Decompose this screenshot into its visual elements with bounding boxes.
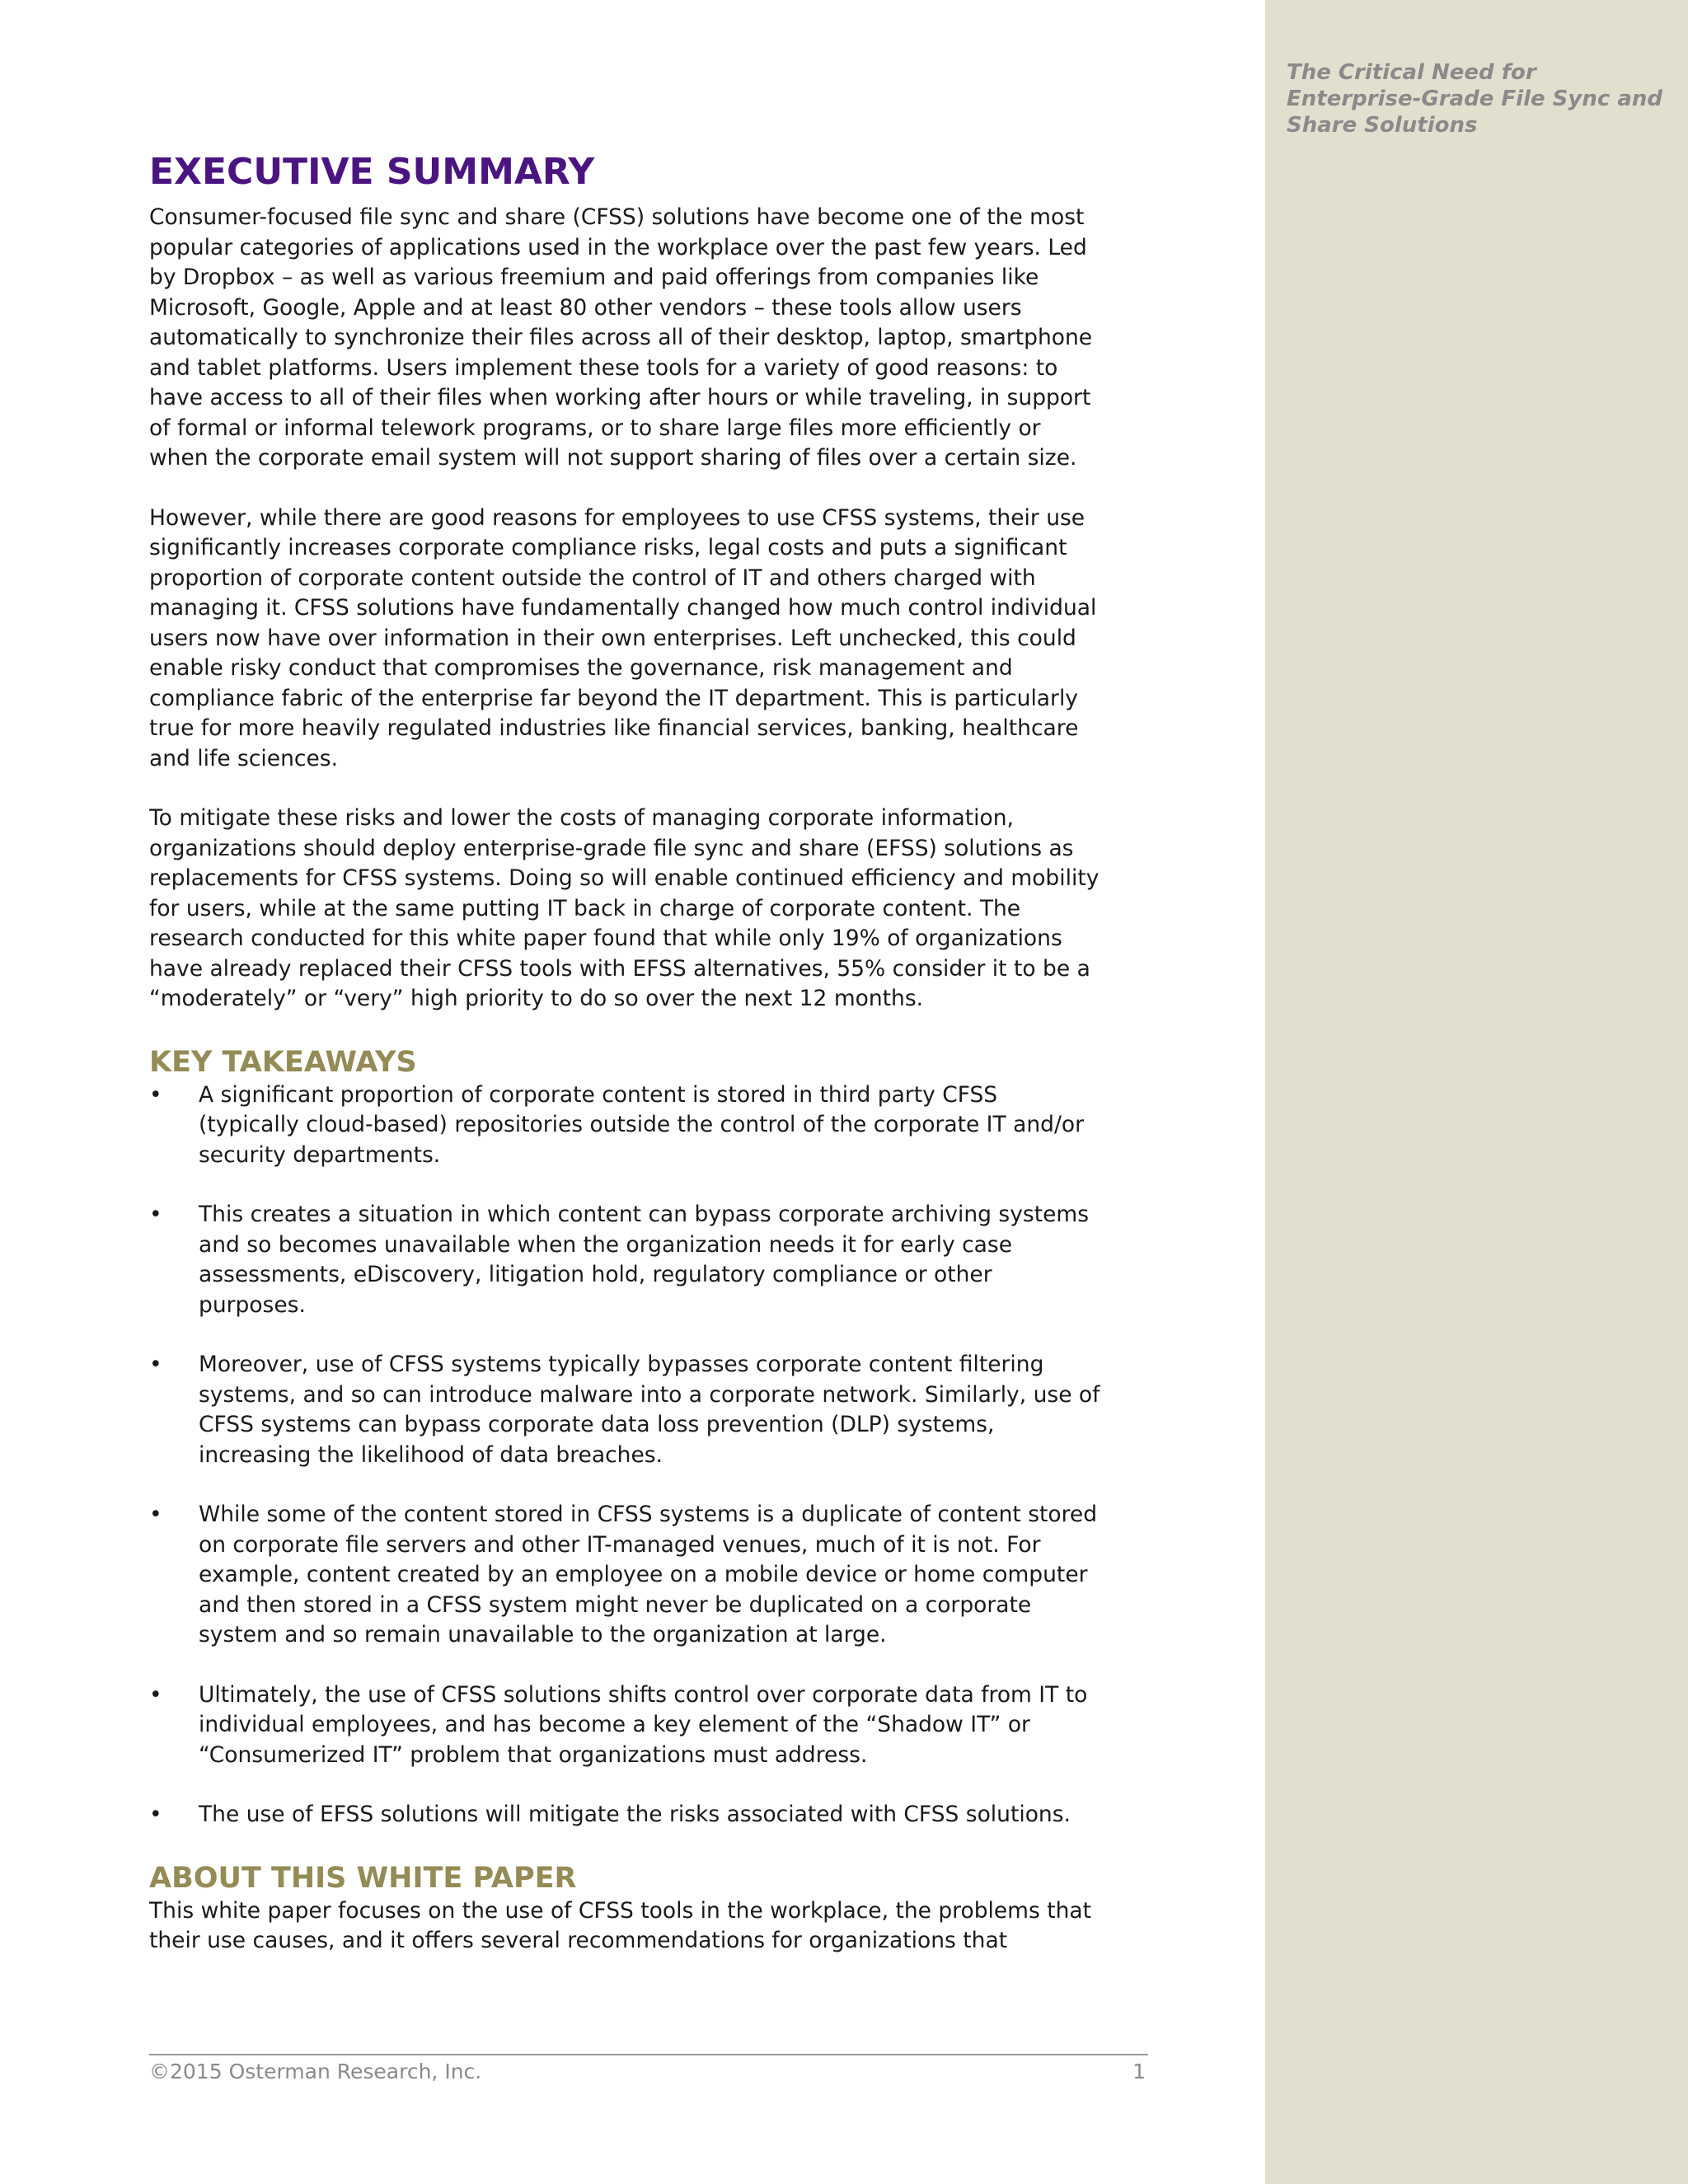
list-item [149,1080,1102,1171]
main-content [149,148,1102,1986]
list-item [149,1680,1102,1771]
bullet-marker: • [149,1202,162,1227]
list-item-text: Moreover, use of CFSS systems typically bypasses corporate content filtering systems, and so can introduce malware into a corporate network. Similarly, use of CFSS systems can bypass corporate data loss prevention (DLP) systems, increasing the likelihood of data breaches. [199,1352,1100,1468]
executive-summary-heading: EXECUTIVE SUMMARY [149,151,595,193]
sidebar-panel [1265,0,1688,2184]
bullet-marker: • [149,1081,162,1108]
list-item-text: A significant proportion of corporate content is stored in third party CFSS (typically cloud-based) repositories outside the control of the corporate IT and/or security departments. [199,1081,1085,1168]
about-white-paper-paragraph: This white paper focuses on the use of CFSS tools in the workplace, the problems that their use causes, and it offers several recommendations for organizations that [149,1897,1092,1953]
executive-summary-paragraph-1: Consumer-focused file sync and share (CFSS) solutions have become one of the most popular categories of applications used in the workplace over the past few years. Led by Dropbox – as well as various freemium and paid offerings from companies like Microsoft, Google, Apple and at least 80 other vendors – these tools allow users automatically to synchronize their files across all of their desktop, laptop, smartphone and tablet platforms. Users implement these tools for a variety of good reasons: to have access to all of their files when working after hours or while traveling, in support of formal or informal telework programs, or to share large files more efficiently or when the corporate email system will not support sharing of files over a certain size. [149,204,1093,471]
bullet-marker: • [149,1502,162,1527]
sidebar-document-title: The Critical Need for Enterprise-Grade File Sync and Share Solutions [1287,60,1662,138]
executive-summary-paragraph-2: However, while there are good reasons for employees to use CFSS systems, their use significantly increases corporate compliance risks, legal costs and puts a significant proportion of corporate content outside the control of IT and others charged with managing it. CFSS solutions have fundamentally changed how much control individual users now have over information in their own enterprises. Left unchecked, this could enable risky conduct that compromises the governance, risk management and compliance fabric of the enterprise far beyond the IT department. This is particularly true for more heavily regulated industries like financial services, banking, healthcare and life sciences. [149,504,1097,771]
executive-summary-paragraph-3: To mitigate these risks and lower the costs of managing corporate information, organizations should deploy enterprise-grade file sync and share (EFSS) solutions as replacements for CFSS systems. Doing so will enable continued efficiency and mobility for users, while at the same putting IT back in charge of corporate content. The research conducted for this white paper found that while only 19% of organizations have already replaced their CFSS tools with EFSS alternatives, 55% consider it to be a “moderately” or “very” high priority to do so over the next 12 months. [149,805,1100,1011]
list-item [149,1200,1102,1320]
list-item [149,1500,1102,1651]
list-item-text: Ultimately, the use of CFSS solutions shifts control over corporate data from IT to individual employees, and has become a key element of the “Shadow IT” or “Consumerized IT” problem that organizations must address. [199,1681,1088,1768]
page-number: 1 [1132,2060,1146,2083]
footer-divider [149,2054,1148,2055]
list-item [149,1800,1102,1830]
list-item-text: While some of the content stored in CFSS systems is a duplicate of content stored on corporate file servers and other IT-managed venues, much of it is not. For example, content created by an employee on a mobile device or home computer and then stored in a CFSS system might never be duplicated on a corporate system and so remain unavailable to the organization at large. [199,1502,1098,1647]
bullet-marker: • [149,1352,162,1377]
footer-copyright: ©2015 Osterman Research, Inc. [149,2060,482,2083]
about-white-paper-heading: ABOUT THIS WHITE PAPER [149,1861,577,1895]
bullet-marker: • [149,1681,162,1708]
key-takeaways-heading: KEY TAKEAWAYS [149,1045,417,1079]
key-takeaways-list [149,1080,1102,1830]
list-item-text: This creates a situation in which content can bypass corporate archiving systems and so becomes unavailable when the organization needs it for early case assessments, eDiscovery, litigation hold, regulatory compliance or other purposes. [199,1202,1090,1318]
list-item [149,1350,1102,1470]
bullet-marker: • [149,1802,162,1827]
list-item-text: The use of EFSS solutions will mitigate the risks associated with CFSS solutions. [199,1802,1071,1827]
